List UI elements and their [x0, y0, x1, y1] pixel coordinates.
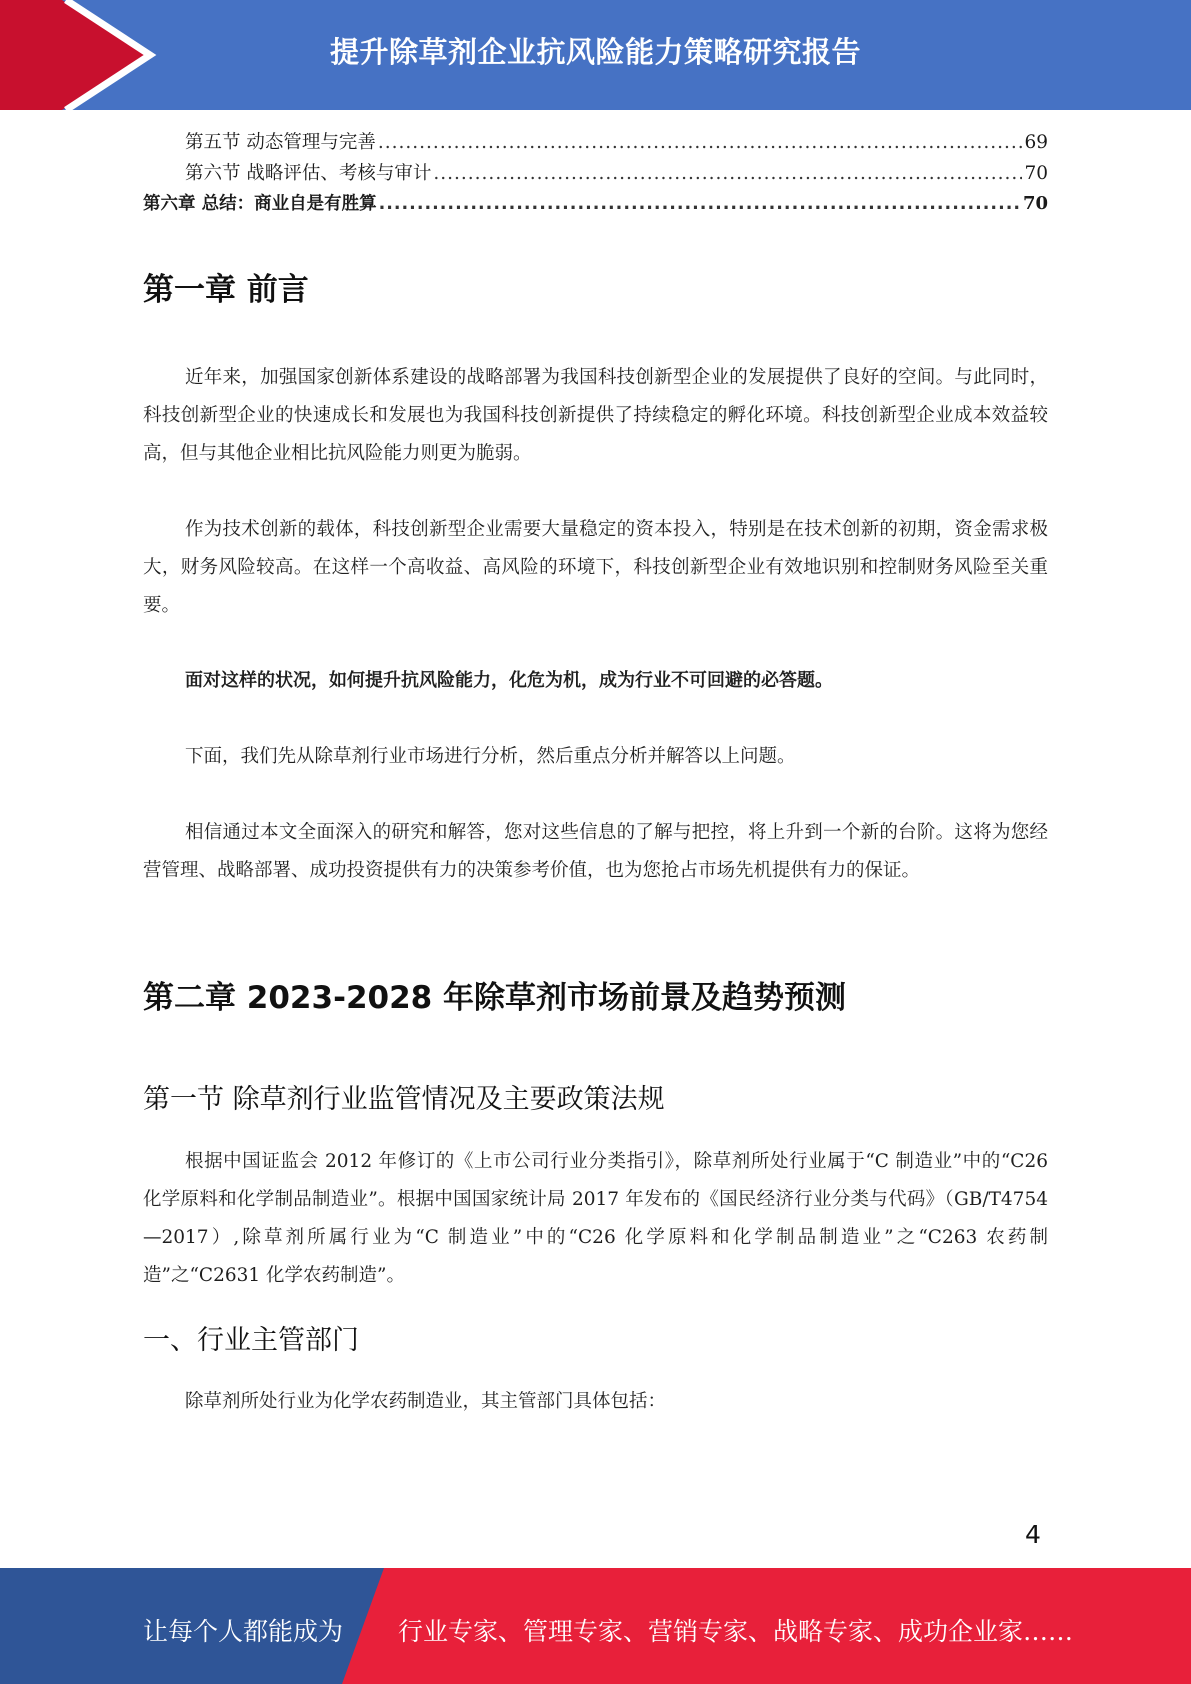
chapter-1-title: 第一章 前言: [143, 272, 309, 308]
toc-entry-page: 70: [1022, 193, 1048, 214]
toc-entry-label: 第五节 动态管理与完善: [185, 132, 376, 153]
page-number: 4: [1025, 1520, 1041, 1549]
subsection-1-title: 一、行业主管部门: [143, 1325, 359, 1356]
toc-entry-chapter[interactable]: [143, 190, 1048, 218]
page-header: [0, 0, 1191, 110]
footer-slogan-left: 让每个人都能成为: [143, 1617, 344, 1646]
toc-entry[interactable]: [143, 128, 1048, 156]
chapter-2-title: 第二章 2023-2028 年除草剂市场前景及趋势预测: [143, 980, 847, 1016]
toc-entry[interactable]: [143, 159, 1048, 187]
footer-slogan-right: 行业专家、管理专家、营销专家、战略专家、成功企业家……: [398, 1617, 1074, 1646]
toc-leader-dots: [379, 194, 1021, 214]
page-footer: [0, 1568, 1191, 1684]
chapter-1-paragraph-2: 作为技术创新的载体，科技创新型企业需要大量稳定的资本投入，特别是在技术创新的初期，资金需求极大，财务风险较高。在这样一个高收益、高风险的环境下，科技创新型企业有效地识别和控制财务风险至关重要。: [143, 519, 1048, 616]
chapter-1-paragraph-5: 相信通过本文全面深入的研究和解答，您对这些信息的了解与把控，将上升到一个新的台阶。这将为您经营管理、战略部署、成功投资提供有力的决策参考价值，也为您抢占市场先机提供有力的保证。: [143, 822, 1048, 881]
chapter-1-paragraph-1: 近年来，加强国家创新体系建设的战略部署为我国科技创新型企业的发展提供了良好的空间。与此同时，科技创新型企业的快速成长和发展也为我国科技创新提供了持续稳定的孵化环境。科技创新型企业成本效益较高，但与其他企业相比抗风险能力则更为脆弱。: [143, 367, 1048, 464]
chapter-1-paragraph-4: 下面，我们先从除草剂行业市场进行分析，然后重点分析并解答以上问题。: [185, 746, 796, 767]
toc-entry-label: 第六节 战略评估、考核与审计: [185, 163, 432, 184]
chapter-1-key-question: 面对这样的状况，如何提升抗风险能力，化危为机，成为行业不可回避的必答题。: [185, 670, 833, 691]
section-1-paragraph: 根据中国证监会 2012 年修订的《上市公司行业分类指引》，除草剂所处行业属于“C 制造业”中的“C26 化学原料和化学制品制造业”。根据中国国家统计局 2017 年发布的《国民经济行业分类与代码》（GB/T4754—2017）,除草剂所属行业为“C 制造业”中的“C26 化学原料和化学制品制造业”之“C263 农药制造”之“C2631 化学农药制造”。: [143, 1151, 1048, 1286]
toc-leader-dots: [378, 132, 1023, 153]
toc-entry-page: 70: [1024, 163, 1048, 184]
toc-entry-label: 第六章 总结：商业自是有胜算: [143, 194, 377, 214]
report-title: 提升除草剂企业抗风险能力策略研究报告: [329, 35, 861, 69]
subsection-1-paragraph: 除草剂所处行业为化学农药制造业，其主管部门具体包括：: [185, 1391, 667, 1412]
section-1-title: 第一节 除草剂行业监管情况及主要政策法规: [143, 1084, 665, 1115]
toc-leader-dots: [433, 163, 1022, 184]
toc-entry-page: 69: [1024, 132, 1048, 153]
